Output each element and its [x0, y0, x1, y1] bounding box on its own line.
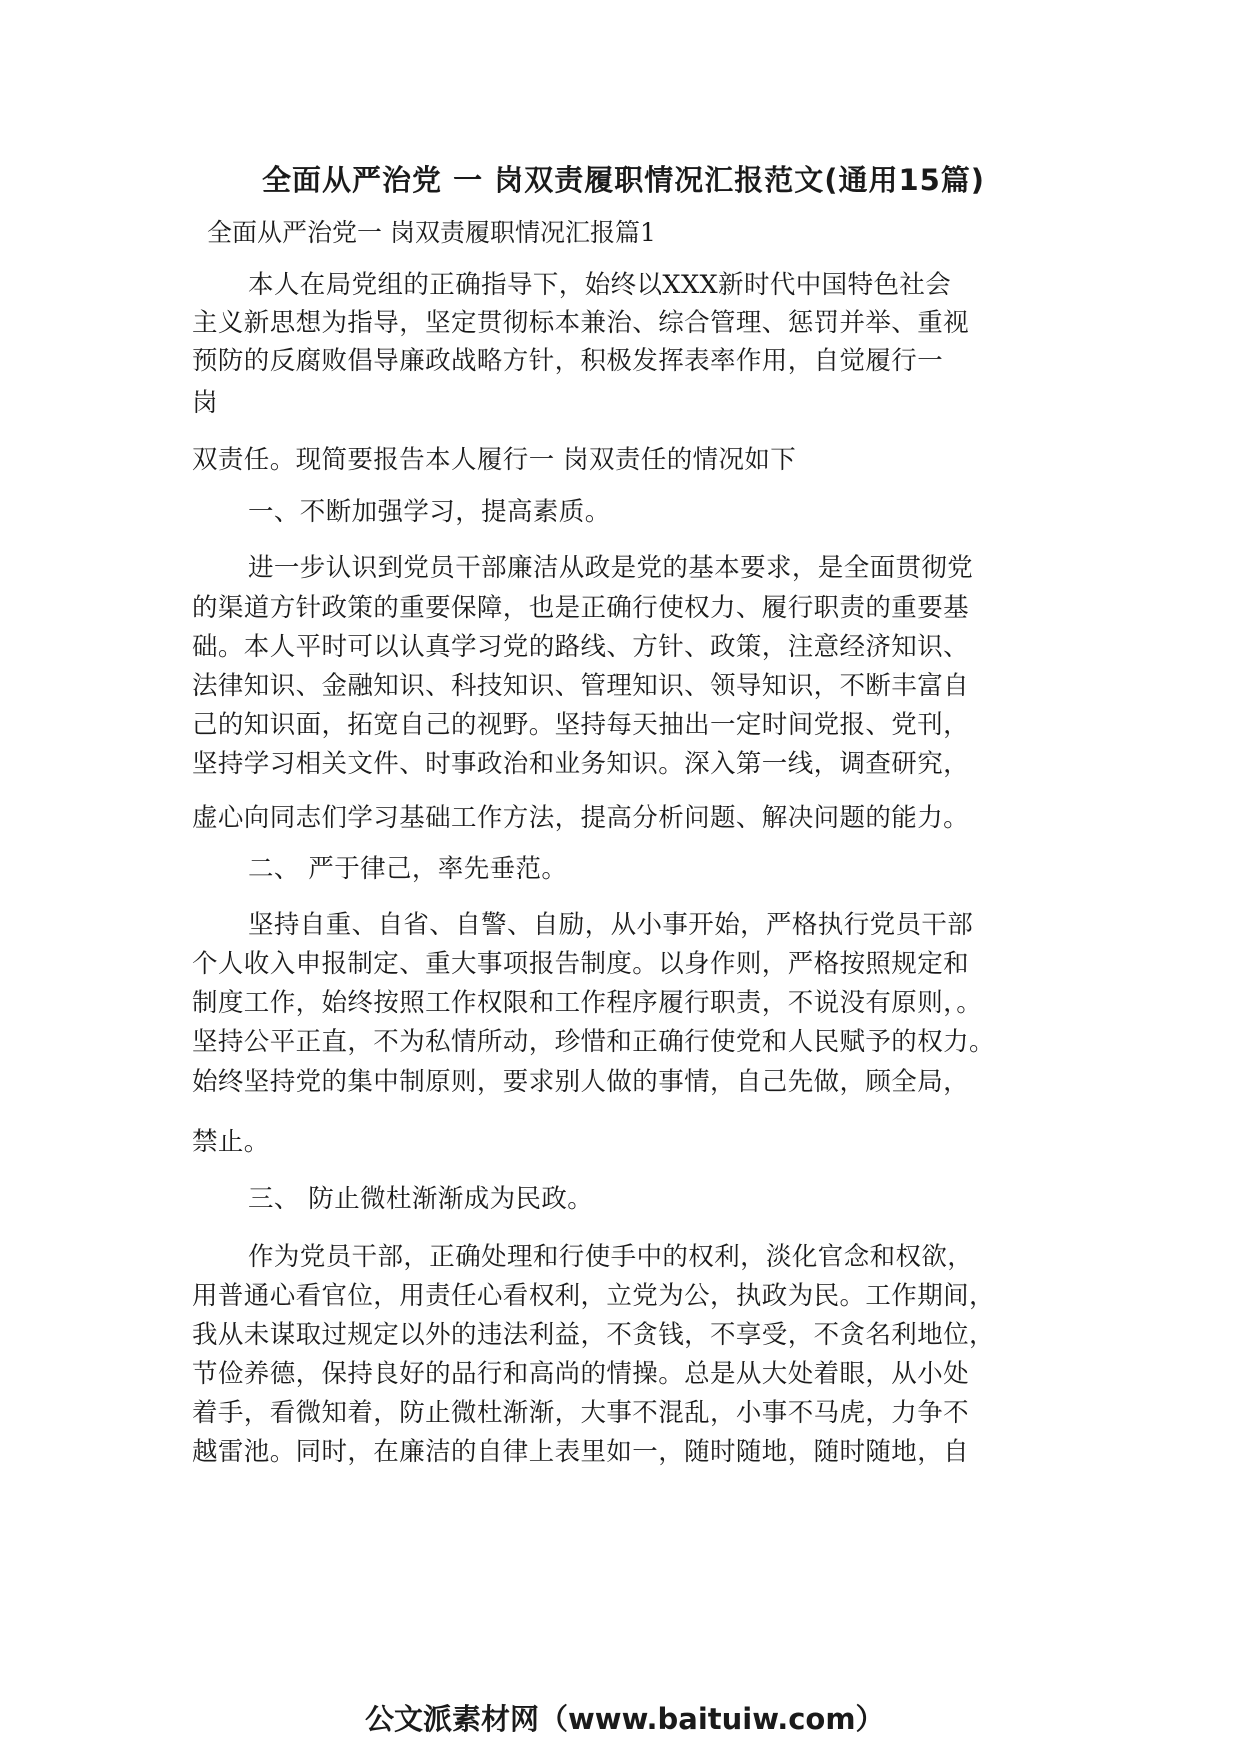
footer-watermark: 公文派素材网（www.baituiw.com）: [365, 1702, 885, 1736]
paragraph-line: 的渠道方针政策的重要保障，也是正确行使权力、履行职责的重要基: [192, 593, 970, 623]
document-subtitle: 全面从严治党一 岗双责履职情况汇报篇1: [207, 218, 656, 247]
paragraph-line: 越雷池。同时，在廉洁的自律上表里如一，随时随地，随时随地，自: [192, 1437, 970, 1467]
paragraph-line: 本人在局党组的正确指导下，始终以XXX新时代中国特色社会: [248, 270, 952, 300]
document-title: 全面从严治党 一 岗双责履职情况汇报范文(通用15篇): [262, 163, 986, 197]
paragraph-line: 岗: [192, 388, 218, 418]
paragraph-line: 坚持学习相关文件、时事政治和业务知识。深入第一线，调查研究，: [192, 749, 970, 779]
paragraph-line: 制度工作，始终按照工作权限和工作程序履行职责，不说没有原则，。: [192, 988, 983, 1018]
paragraph-line: 节俭养德，保持良好的品行和高尚的情操。总是从大处着眼，从小处: [192, 1359, 970, 1389]
paragraph-line: 禁止。: [192, 1127, 270, 1157]
section-heading: 一、不断加强学习，提高素质。: [248, 497, 611, 527]
paragraph-line: 础。本人平时可以认真学习党的路线、方针、政策，注意经济知识、: [192, 632, 970, 662]
section-heading: 二、 严于律己，率先垂范。: [248, 854, 568, 884]
section-heading: 三、 防止微杜渐渐成为民政。: [248, 1184, 594, 1214]
paragraph-line: 着手，看微知着，防止微杜渐渐，大事不混乱，小事不马虎，力争不: [192, 1398, 970, 1428]
paragraph-line: 法律知识、金融知识、科技知识、管理知识、领导知识，不断丰富自: [192, 671, 970, 701]
paragraph-line: 用普通心看官位，用责任心看权利，立党为公，执政为民。工作期间，: [192, 1281, 995, 1311]
paragraph-line: 作为党员干部，正确处理和行使手中的权利，淡化官念和权欲，: [248, 1242, 974, 1272]
paragraph-line: 个人收入申报制定、重大事项报告制度。以身作则，严格按照规定和: [192, 949, 970, 979]
paragraph-line: 虚心向同志们学习基础工作方法，提高分析问题、解决问题的能力。: [192, 803, 970, 833]
paragraph-line: 己的知识面，拓宽自己的视野。坚持每天抽出一定时间党报、党刊，: [192, 710, 970, 740]
paragraph-line: 主义新思想为指导，坚定贯彻标本兼治、综合管理、惩罚并举、重视: [192, 308, 970, 338]
paragraph-line: 坚持自重、自省、自警、自励，从小事开始，严格执行党员干部: [248, 910, 974, 940]
paragraph-line: 坚持公平正直，不为私情所动，珍惜和正确行使党和人民赋予的权力。: [192, 1027, 995, 1057]
paragraph-line: 预防的反腐败倡导廉政战略方针，积极发挥表率作用，自觉履行一: [192, 346, 944, 376]
paragraph-line: 双责任。现简要报告本人履行一 岗双责任的情况如下: [192, 445, 797, 475]
paragraph-line: 始终坚持党的集中制原则，要求别人做的事情，自己先做，顾全局，: [192, 1067, 970, 1097]
paragraph-line: 进一步认识到党员干部廉洁从政是党的基本要求，是全面贯彻党: [248, 553, 974, 583]
paragraph-line: 我从未谋取过规定以外的违法利益，不贪钱，不享受，不贪名利地位，: [192, 1320, 995, 1350]
